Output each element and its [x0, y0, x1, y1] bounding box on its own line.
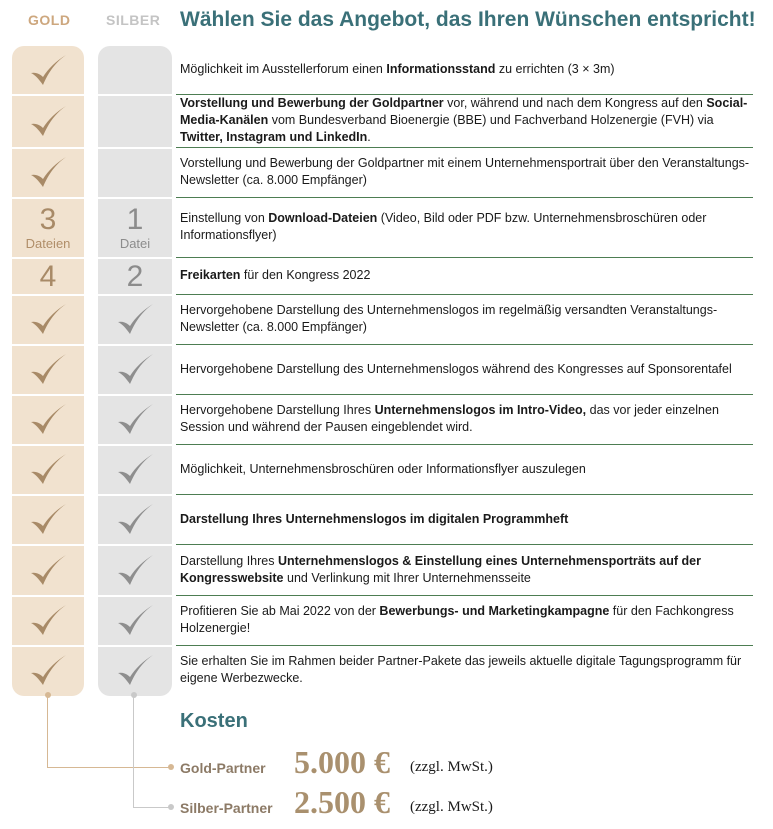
silber-connector-dot-end — [168, 804, 174, 810]
checkmark-icon — [115, 502, 155, 538]
feature-text-bold: Unternehmenslogos im Intro-Video, — [374, 403, 587, 417]
silber-connector-horizontal — [133, 807, 170, 808]
row-divider — [176, 197, 753, 198]
gold-cell — [12, 445, 84, 495]
silber-connector-dot-top — [131, 692, 137, 698]
gold-cell — [12, 95, 84, 148]
gold-partner-label: Gold-Partner — [180, 760, 266, 776]
feature-description — [180, 198, 755, 256]
feature-description-text — [180, 603, 755, 637]
gold-partner-note: (zzgl. MwSt.) — [410, 759, 493, 775]
gold-column-header: GOLD — [28, 12, 71, 28]
gold-cell — [12, 148, 84, 198]
row-divider — [176, 595, 753, 596]
silber-cell — [98, 148, 172, 198]
feature-text: Möglichkeit im Ausstellerforum einen — [180, 62, 387, 76]
row-divider — [176, 544, 753, 545]
gold-cell — [12, 295, 84, 345]
gold-connector-dot-top — [45, 692, 51, 698]
feature-text: zu errichten (3 × 3m) — [495, 62, 615, 76]
feature-text-bold: Informationsstand — [386, 62, 496, 76]
feature-text: Möglichkeit, Unternehmensbroschüren oder Informationsflyer auszulegen — [180, 461, 586, 476]
silber-partner-price: 2.500 € — [294, 784, 390, 820]
row-divider — [176, 494, 753, 495]
feature-description — [180, 445, 755, 493]
gold-connector-vertical — [47, 696, 48, 768]
silber-cell — [98, 258, 172, 295]
feature-text: . — [367, 130, 371, 144]
feature-text: Darstellung Ihres — [180, 553, 278, 568]
checkmark-icon — [28, 452, 68, 488]
feature-text: Vorstellung und Bewerbung der Goldpartner mit einem Unternehmensportrait über den Veranstaltungs-Newsletter (ca. 8.000 Empfänger) — [180, 156, 750, 187]
feature-description-text — [180, 511, 568, 528]
feature-text: Profitieren Sie ab Mai 2022 von der — [180, 604, 380, 618]
silber-count-value: 2 — [126, 259, 144, 293]
row-divider — [176, 344, 753, 345]
checkmark-icon — [28, 553, 68, 589]
feature-description — [180, 148, 755, 196]
kosten-heading: Kosten — [180, 710, 248, 732]
checkmark-icon — [28, 502, 68, 538]
feature-description — [180, 295, 755, 343]
feature-text: das vor jeder einzelnen Session und während der Pausen eingeblendet wird. — [180, 403, 719, 434]
gold-connector-horizontal — [47, 767, 170, 768]
gold-cell — [12, 258, 84, 295]
feature-text-bold: Freikarten — [180, 268, 241, 282]
gold-cell — [12, 646, 84, 696]
feature-text: vor, während und nach dem Kongress auf den — [443, 96, 707, 110]
feature-text: für den Kongress 2022 — [240, 268, 371, 282]
feature-description-text — [180, 553, 755, 587]
gold-count-value: 3 — [39, 203, 57, 236]
row-divider — [176, 147, 753, 148]
checkmark-icon — [28, 302, 68, 338]
feature-text: Sie erhalten Sie im Rahmen beider Partner-Pakete das jeweils aktuelle digitale Tagungsprogramm für eigene Werbezwecke. — [180, 654, 742, 685]
feature-description — [180, 596, 755, 644]
silber-cell — [98, 646, 172, 696]
checkmark-icon — [28, 53, 68, 89]
feature-description-text — [180, 210, 755, 244]
feature-description-text — [180, 61, 615, 78]
silber-cell — [98, 545, 172, 596]
feature-text-bold: Unternehmenslogos & Einstellung eines Unternehmensporträts auf der Kongresswebsite — [180, 553, 701, 585]
silber-cell — [98, 596, 172, 646]
feature-description — [180, 395, 755, 443]
checkmark-icon — [115, 553, 155, 589]
gold-cell — [12, 198, 84, 258]
feature-text-bold: Download-Dateien — [268, 211, 378, 225]
row-divider — [176, 94, 753, 95]
gold-cell — [12, 545, 84, 596]
feature-description-text — [180, 361, 732, 378]
feature-description-text — [180, 653, 755, 687]
feature-description-text — [180, 402, 755, 436]
feature-description — [180, 46, 755, 93]
feature-description-text — [180, 267, 370, 284]
gold-partner-price: 5.000 € — [294, 744, 390, 780]
feature-text: (Video, Bild oder PDF bzw. Unternehmensbroschüren oder Informationsflyer) — [180, 211, 707, 242]
checkmark-icon — [28, 155, 68, 191]
silber-cell — [98, 345, 172, 395]
feature-description — [180, 545, 755, 594]
feature-text: Hervorgehobene Darstellung des Unternehmenslogos während des Kongresses auf Sponsorentafel — [180, 361, 732, 376]
feature-description-text — [180, 302, 755, 336]
feature-text-bold: Social-Media-Kanälen — [180, 96, 748, 127]
gold-cell — [12, 46, 84, 95]
silber-partner-label: Silber-Partner — [180, 800, 273, 816]
checkmark-icon — [115, 352, 155, 388]
silber-cell — [98, 445, 172, 495]
feature-text-bold: Vorstellung und Bewerbung der Goldpartner — [180, 96, 444, 110]
feature-text: Einstellung von — [180, 211, 269, 225]
row-divider — [176, 257, 753, 258]
feature-description — [180, 646, 755, 694]
row-divider — [176, 444, 753, 445]
silber-partner-note: (zzgl. MwSt.) — [410, 799, 493, 815]
feature-text: Hervorgehobene Darstellung des Unternehmenslogos im regelmäßig versandten Veranstaltungs-Newsletter (ca. 8.000 Empfänger) — [180, 303, 718, 334]
gold-count-value: 4 — [39, 259, 57, 293]
checkmark-icon — [115, 653, 155, 689]
gold-cell — [12, 495, 84, 545]
feature-text-bold: Twitter, Instagram und LinkedIn — [180, 130, 368, 144]
silber-cell — [98, 46, 172, 95]
feature-text: für den Fachkongress Holzenergie! — [180, 604, 734, 635]
silber-cell — [98, 395, 172, 445]
feature-text: Hervorgehobene Darstellung Ihres — [180, 403, 375, 417]
feature-description — [180, 95, 755, 146]
silber-cell — [98, 295, 172, 345]
row-divider — [176, 394, 753, 395]
checkmark-icon — [28, 402, 68, 438]
feature-description — [180, 345, 755, 393]
checkmark-icon — [28, 352, 68, 388]
feature-text-bold: Darstellung Ihres Unternehmenslogos im digitalen Programmheft — [180, 511, 569, 526]
gold-cell — [12, 395, 84, 445]
checkmark-icon — [28, 104, 68, 140]
checkmark-icon — [115, 603, 155, 639]
checkmark-icon — [115, 402, 155, 438]
checkmark-icon — [28, 603, 68, 639]
checkmark-icon — [28, 653, 68, 689]
feature-description-text — [180, 95, 755, 146]
row-divider — [176, 645, 753, 646]
gold-connector-dot-end — [168, 764, 174, 770]
page-title: Wählen Sie das Angebot, das Ihren Wünschen entspricht! — [180, 8, 756, 31]
feature-description — [180, 258, 755, 293]
gold-cell — [12, 596, 84, 646]
gold-cell — [12, 345, 84, 395]
silber-count-label: Datei — [119, 236, 151, 251]
feature-text: und Verlinkung mit Ihrer Unternehmensseite — [283, 570, 531, 585]
feature-description-text — [180, 461, 586, 478]
gold-count-label: Dateien — [25, 236, 71, 251]
feature-description-text — [180, 155, 755, 189]
silber-count-value: 1 — [126, 203, 144, 236]
silber-cell — [98, 198, 172, 258]
checkmark-icon — [115, 302, 155, 338]
silber-connector-vertical — [133, 696, 134, 808]
row-divider — [176, 294, 753, 295]
silber-column-header: SILBER — [106, 12, 161, 28]
feature-description — [180, 495, 755, 543]
feature-text: vom Bundesverband Bioenergie (BBE) und Fachverband Holzenergie (FVH) via — [268, 113, 714, 127]
silber-cell — [98, 95, 172, 148]
checkmark-icon — [115, 452, 155, 488]
feature-text-bold: Bewerbungs- und Marketingkampagne — [379, 604, 610, 618]
silber-cell — [98, 495, 172, 545]
